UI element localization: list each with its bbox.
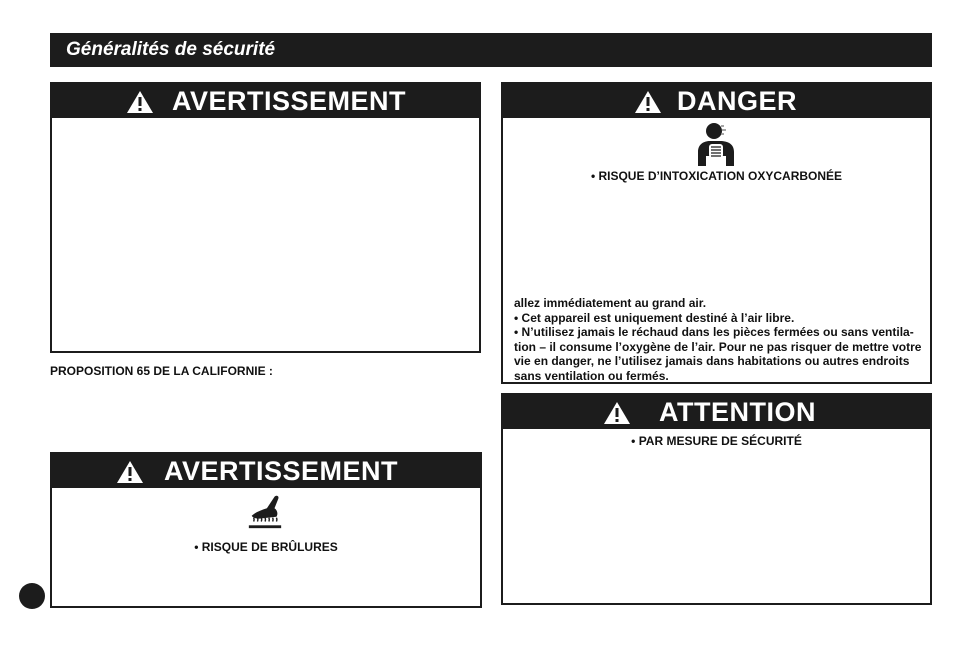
warning-box-2-title: AVERTISSEMENT bbox=[164, 456, 399, 486]
section-title-bar bbox=[50, 33, 932, 67]
danger-line-6: sans ventilation ou fermés. bbox=[514, 368, 669, 383]
page-marker-dot bbox=[19, 583, 45, 609]
safety-measure-label: • PAR MESURE DE SÉCURITÉ bbox=[631, 434, 802, 448]
danger-line-5: vie en danger, ne l’utilisez jamais dans habitations ou autres endroits bbox=[514, 354, 910, 368]
danger-line-2: • Cet appareil est uniquement destiné à l’air libre. bbox=[514, 310, 795, 325]
hot-surface-hand-icon bbox=[246, 492, 284, 532]
danger-box-header bbox=[503, 84, 930, 118]
warning-triangle-icon bbox=[603, 401, 631, 425]
warning-box-1-header bbox=[52, 84, 479, 118]
section-title: Généralités de sécurité bbox=[66, 39, 276, 60]
danger-line-4: tion – il consume l’oxygène de l’air. Pour ne pas risquer de mettre votre bbox=[514, 339, 922, 354]
warning-box-1-title: AVERTISSEMENT bbox=[172, 86, 407, 116]
warning-box-2-header bbox=[52, 454, 480, 488]
danger-box-title: DANGER bbox=[677, 86, 798, 116]
warning-box-2 bbox=[50, 452, 482, 608]
danger-line-1: allez immédiatement au grand air. bbox=[514, 296, 707, 310]
warning-triangle-icon bbox=[634, 90, 662, 114]
burn-hazard-label: • RISQUE DE BRÛLURES bbox=[194, 540, 338, 554]
co-hazard-label: • RISQUE D’INTOXICATION OXYCARBONÉE bbox=[590, 169, 843, 183]
carbon-monoxide-person-icon bbox=[694, 122, 738, 168]
attention-box bbox=[501, 393, 932, 605]
warning-triangle-icon bbox=[116, 460, 144, 484]
attention-box-header bbox=[503, 395, 930, 429]
danger-line-3: • N’utilisez jamais le réchaud dans les pièces fermées ou sans ventila- bbox=[514, 325, 914, 339]
warning-box-1 bbox=[50, 82, 481, 353]
danger-text-block bbox=[514, 296, 924, 383]
danger-box bbox=[501, 82, 932, 384]
warning-triangle-icon bbox=[126, 90, 154, 114]
prop65-label: PROPOSITION 65 DE LA CALIFORNIE : bbox=[50, 364, 273, 378]
attention-box-title: ATTENTION bbox=[659, 397, 816, 427]
